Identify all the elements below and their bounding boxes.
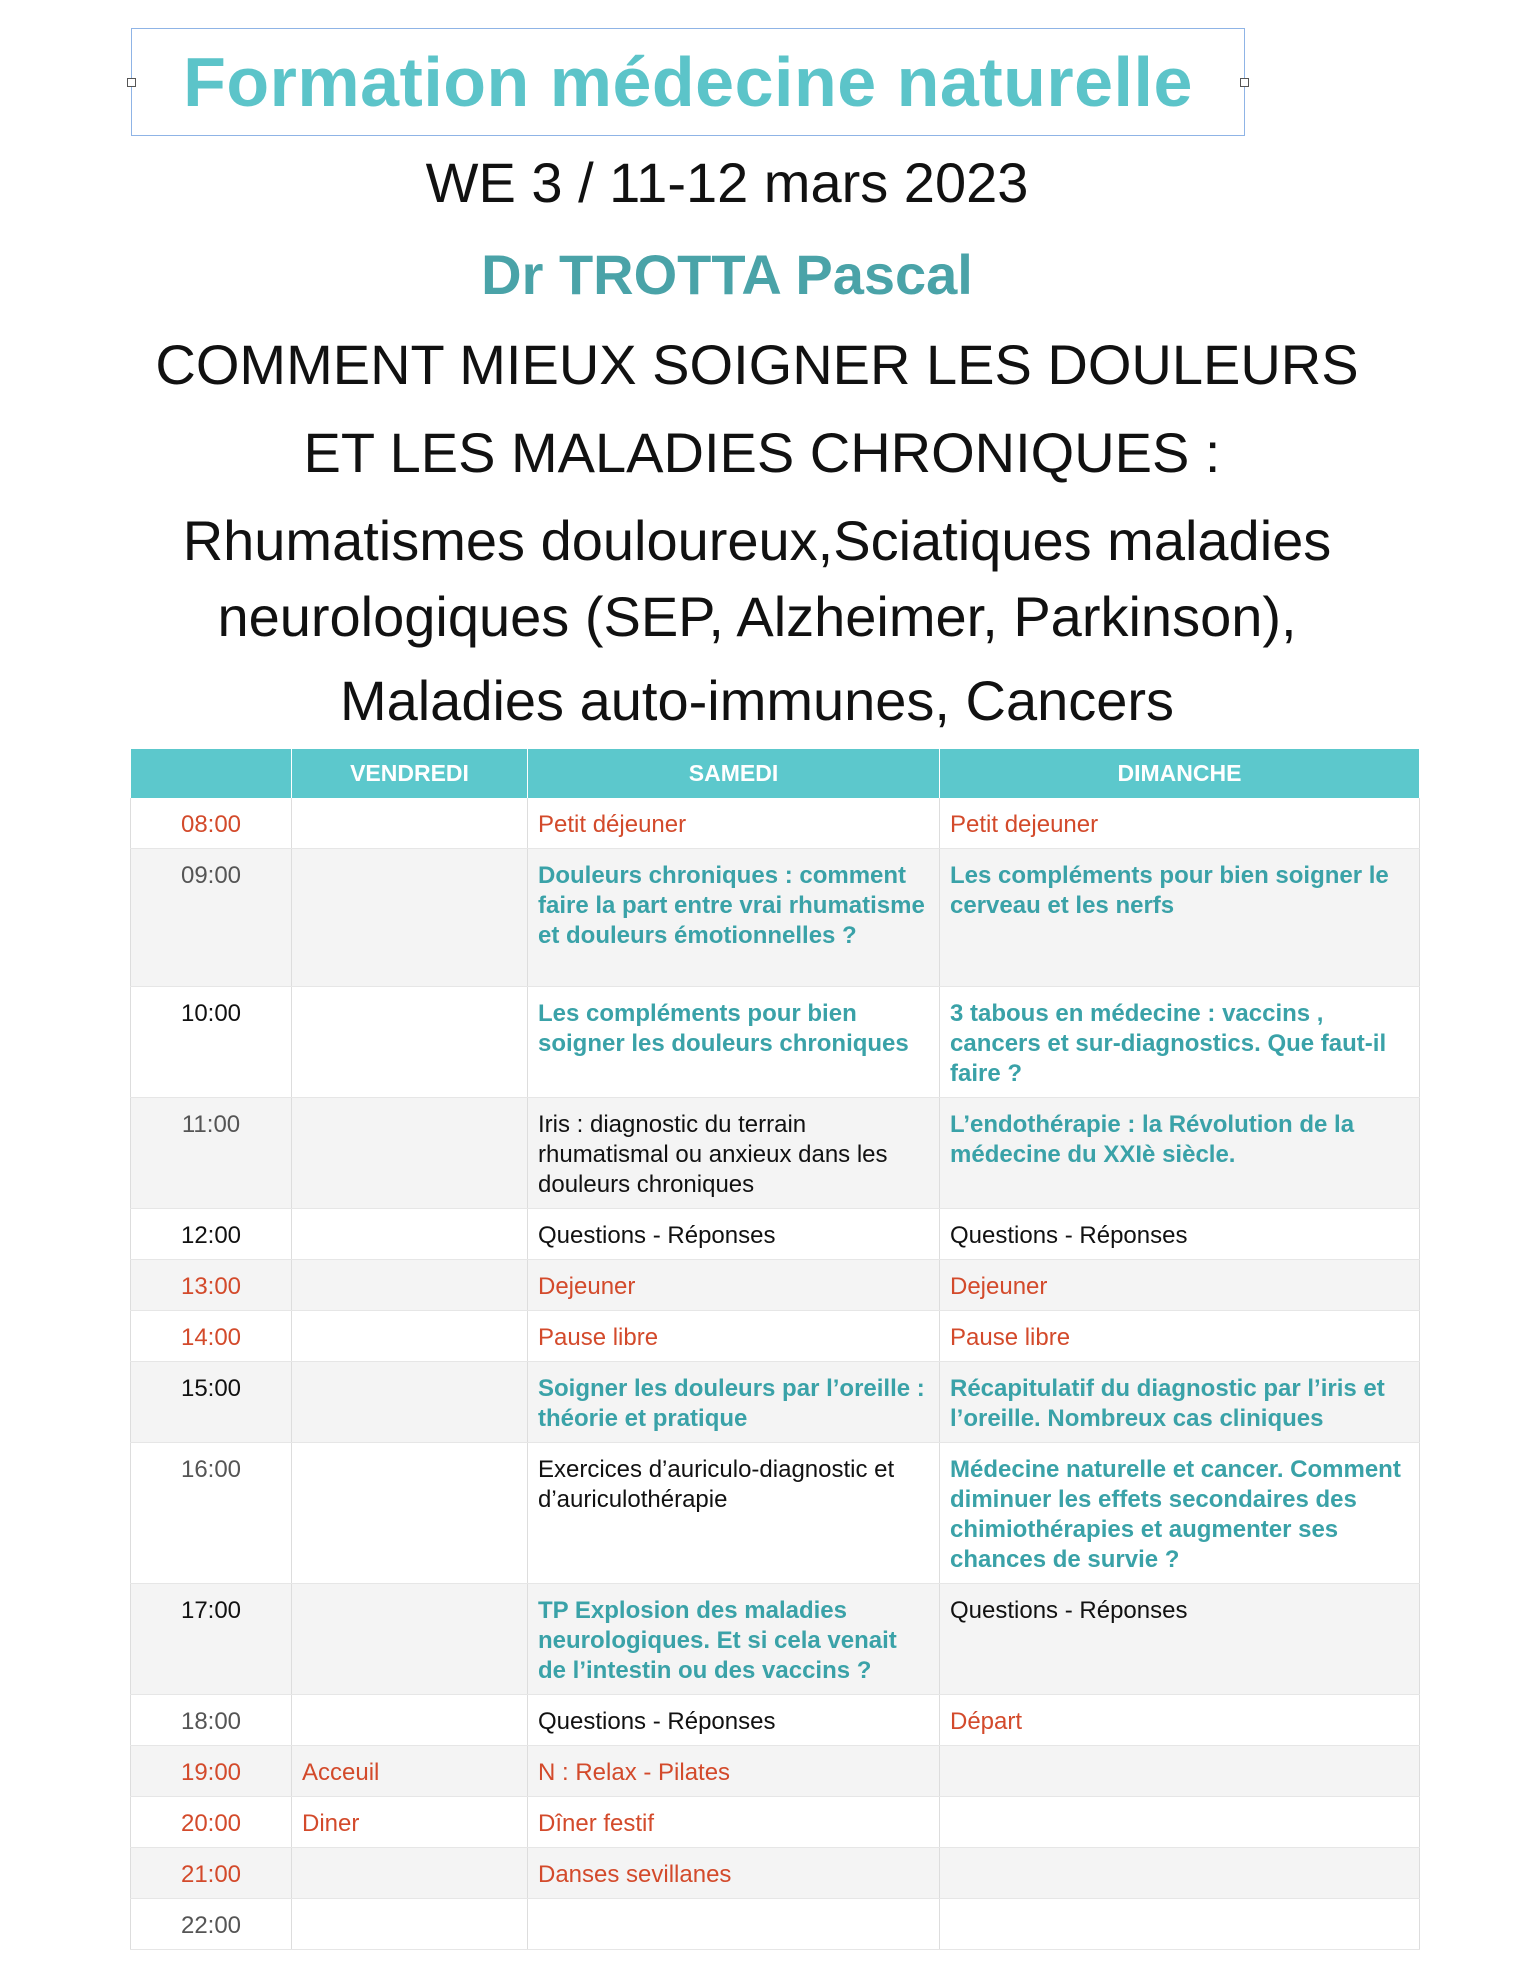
samedi-cell-text: Pause libre	[538, 1324, 659, 1351]
table-row	[131, 798, 1420, 849]
title-box[interactable]	[131, 28, 1245, 136]
table-row	[131, 1695, 1420, 1746]
heading-line-1: COMMENT MIEUX SOIGNER LES DOULEURS	[155, 333, 1359, 396]
samedi-cell-text: Douleurs chroniques : comment faire la part entre vrai rhumatisme et douleurs émotionnelles ?	[538, 862, 925, 949]
time-cell-text: 13:00	[180, 1273, 242, 1300]
vendredi-cell	[292, 1362, 528, 1443]
time-cell	[131, 1443, 292, 1584]
dimanche-cell	[940, 1260, 1420, 1311]
table-row	[131, 1797, 1420, 1848]
time-cell	[131, 1098, 292, 1209]
table-row	[131, 1899, 1420, 1950]
vendredi-cell	[292, 798, 528, 849]
dimanche-cell	[940, 798, 1420, 849]
dimanche-cell-text: Petit dejeuner	[950, 811, 1099, 838]
time-cell	[131, 1311, 292, 1362]
dimanche-cell	[940, 1899, 1420, 1950]
samedi-cell	[528, 1443, 940, 1584]
dimanche-cell	[940, 849, 1420, 987]
dimanche-cell-text: Médecine naturelle et cancer. Comment diminuer les effets secondaires des chimiothérapies et augmenter ses chances de survie ?	[950, 1456, 1401, 1573]
vendredi-cell	[292, 1848, 528, 1899]
table-row	[131, 1209, 1420, 1260]
samedi-cell	[528, 987, 940, 1098]
time-cell	[131, 1362, 292, 1443]
time-cell-text: 21:00	[180, 1861, 242, 1888]
dimanche-cell	[940, 1098, 1420, 1209]
header-time	[131, 749, 292, 798]
table-row	[131, 1584, 1420, 1695]
time-cell	[131, 1584, 292, 1695]
samedi-cell-text: Petit déjeuner	[538, 811, 687, 838]
vendredi-cell	[292, 1746, 528, 1797]
header-samedi: SAMEDI	[528, 749, 940, 798]
subtitle-line-2: neurologiques (SEP, Alzheimer, Parkinson),	[217, 585, 1297, 648]
author-name: Dr TROTTA Pascal	[481, 243, 973, 306]
vendredi-cell	[292, 849, 528, 987]
time-cell	[131, 849, 292, 987]
time-cell-text: 18:00	[180, 1708, 242, 1735]
vendredi-cell	[292, 1098, 528, 1209]
samedi-cell	[528, 1584, 940, 1695]
samedi-cell	[528, 849, 940, 987]
dimanche-cell	[940, 1362, 1420, 1443]
samedi-cell-text: Questions - Réponses	[538, 1708, 776, 1735]
samedi-cell-text: Soigner les douleurs par l’oreille : théorie et pratique	[538, 1375, 925, 1432]
samedi-cell-text: Danses sevillanes	[538, 1861, 732, 1888]
dimanche-cell	[940, 1695, 1420, 1746]
samedi-cell	[528, 1797, 940, 1848]
time-cell-text: 10:00	[180, 1000, 242, 1027]
vendredi-cell	[292, 1797, 528, 1848]
time-cell	[131, 1899, 292, 1950]
dimanche-cell	[940, 1848, 1420, 1899]
time-cell-text: 20:00	[180, 1810, 242, 1837]
dimanche-cell-text: L’endothérapie : la Révolution de la médecine du XXIè siècle.	[950, 1111, 1355, 1168]
time-cell	[131, 1848, 292, 1899]
time-cell	[131, 1260, 292, 1311]
time-cell	[131, 1797, 292, 1848]
page-title: Formation médecine naturelle	[183, 43, 1193, 121]
vendredi-cell-text: Diner	[302, 1810, 360, 1837]
samedi-cell-text: Les compléments pour bien soigner les douleurs chroniques	[538, 1000, 909, 1057]
schedule-header-row	[131, 749, 1420, 798]
dimanche-cell-text: 3 tabous en médecine : vaccins , cancers et sur-diagnostics. Que faut-il faire ?	[950, 1000, 1387, 1087]
samedi-cell-text: Dîner festif	[538, 1810, 655, 1837]
dimanche-cell	[940, 1209, 1420, 1260]
time-cell-text: 15:00	[180, 1375, 242, 1402]
time-cell-text: 17:00	[180, 1597, 242, 1624]
dimanche-cell-text: Récapitulatif du diagnostic par l’iris et l’oreille. Nombreux cas cliniques	[950, 1375, 1385, 1432]
subtitle-line-1: Rhumatismes douloureux,Sciatiques maladies	[182, 509, 1332, 572]
time-cell-text: 22:00	[180, 1912, 242, 1939]
schedule-table	[130, 749, 1420, 1950]
time-cell	[131, 1746, 292, 1797]
table-row	[131, 1260, 1420, 1311]
dimanche-cell-text: Départ	[950, 1708, 1023, 1735]
vendredi-cell-text: Acceuil	[302, 1759, 380, 1786]
samedi-cell	[528, 1848, 940, 1899]
samedi-cell	[528, 1209, 940, 1260]
time-cell-text: 11:00	[181, 1111, 241, 1138]
dimanche-cell-text: Questions - Réponses	[950, 1597, 1188, 1624]
vendredi-cell	[292, 1209, 528, 1260]
time-cell	[131, 1209, 292, 1260]
resize-handle-left-icon[interactable]	[127, 78, 136, 87]
table-row	[131, 1848, 1420, 1899]
vendredi-cell	[292, 1899, 528, 1950]
header-dimanche: DIMANCHE	[940, 749, 1420, 798]
table-row	[131, 1362, 1420, 1443]
table-row	[131, 1098, 1420, 1209]
time-cell-text: 16:00	[180, 1456, 242, 1483]
vendredi-cell	[292, 1695, 528, 1746]
table-row	[131, 849, 1420, 987]
dimanche-cell-text: Les compléments pour bien soigner le cerveau et les nerfs	[950, 862, 1389, 919]
vendredi-cell	[292, 987, 528, 1098]
samedi-cell-text: Questions - Réponses	[538, 1222, 776, 1249]
time-cell	[131, 798, 292, 849]
dimanche-cell	[940, 1584, 1420, 1695]
samedi-cell-text: Dejeuner	[538, 1273, 636, 1300]
time-cell	[131, 987, 292, 1098]
table-row	[131, 1746, 1420, 1797]
dimanche-cell	[940, 1797, 1420, 1848]
event-date: WE 3 / 11-12 mars 2023	[425, 151, 1029, 214]
vendredi-cell	[292, 1443, 528, 1584]
samedi-cell	[528, 798, 940, 849]
dimanche-cell-text: Dejeuner	[950, 1273, 1048, 1300]
samedi-cell-text: Exercices d’auriculo-diagnostic et d’auriculothérapie	[538, 1456, 895, 1513]
table-row	[131, 987, 1420, 1098]
samedi-cell	[528, 1746, 940, 1797]
samedi-cell-text: N : Relax - Pilates	[538, 1759, 731, 1786]
dimanche-cell	[940, 1746, 1420, 1797]
samedi-cell-text: TP Explosion des maladies neurologiques. Et si cela venait de l’intestin ou des vaccins ?	[538, 1597, 897, 1684]
dimanche-cell-text: Pause libre	[950, 1324, 1071, 1351]
header-vendredi: VENDREDI	[292, 749, 528, 798]
dimanche-cell	[940, 1311, 1420, 1362]
dimanche-cell	[940, 987, 1420, 1098]
samedi-cell	[528, 1899, 940, 1950]
vendredi-cell	[292, 1584, 528, 1695]
table-row	[131, 1443, 1420, 1584]
samedi-cell	[528, 1695, 940, 1746]
vendredi-cell	[292, 1311, 528, 1362]
time-cell-text: 12:00	[180, 1222, 242, 1249]
samedi-cell	[528, 1098, 940, 1209]
schedule-body	[131, 798, 1420, 1950]
table-row	[131, 1311, 1420, 1362]
resize-handle-right-icon[interactable]	[1240, 78, 1249, 87]
time-cell-text: 08:00	[180, 811, 242, 838]
heading-line-2: ET LES MALADIES CHRONIQUES :	[303, 421, 1221, 484]
subtitle-line-3: Maladies auto-immunes, Cancers	[339, 669, 1175, 732]
samedi-cell	[528, 1260, 940, 1311]
vendredi-cell	[292, 1260, 528, 1311]
dimanche-cell-text: Questions - Réponses	[950, 1222, 1188, 1249]
samedi-cell	[528, 1362, 940, 1443]
time-cell-text: 09:00	[180, 862, 242, 889]
time-cell-text: 19:00	[180, 1759, 242, 1786]
samedi-cell-text: Iris : diagnostic du terrain rhumatismal ou anxieux dans les douleurs chroniques	[538, 1111, 888, 1198]
time-cell	[131, 1695, 292, 1746]
dimanche-cell	[940, 1443, 1420, 1584]
time-cell-text: 14:00	[180, 1324, 242, 1351]
samedi-cell	[528, 1311, 940, 1362]
